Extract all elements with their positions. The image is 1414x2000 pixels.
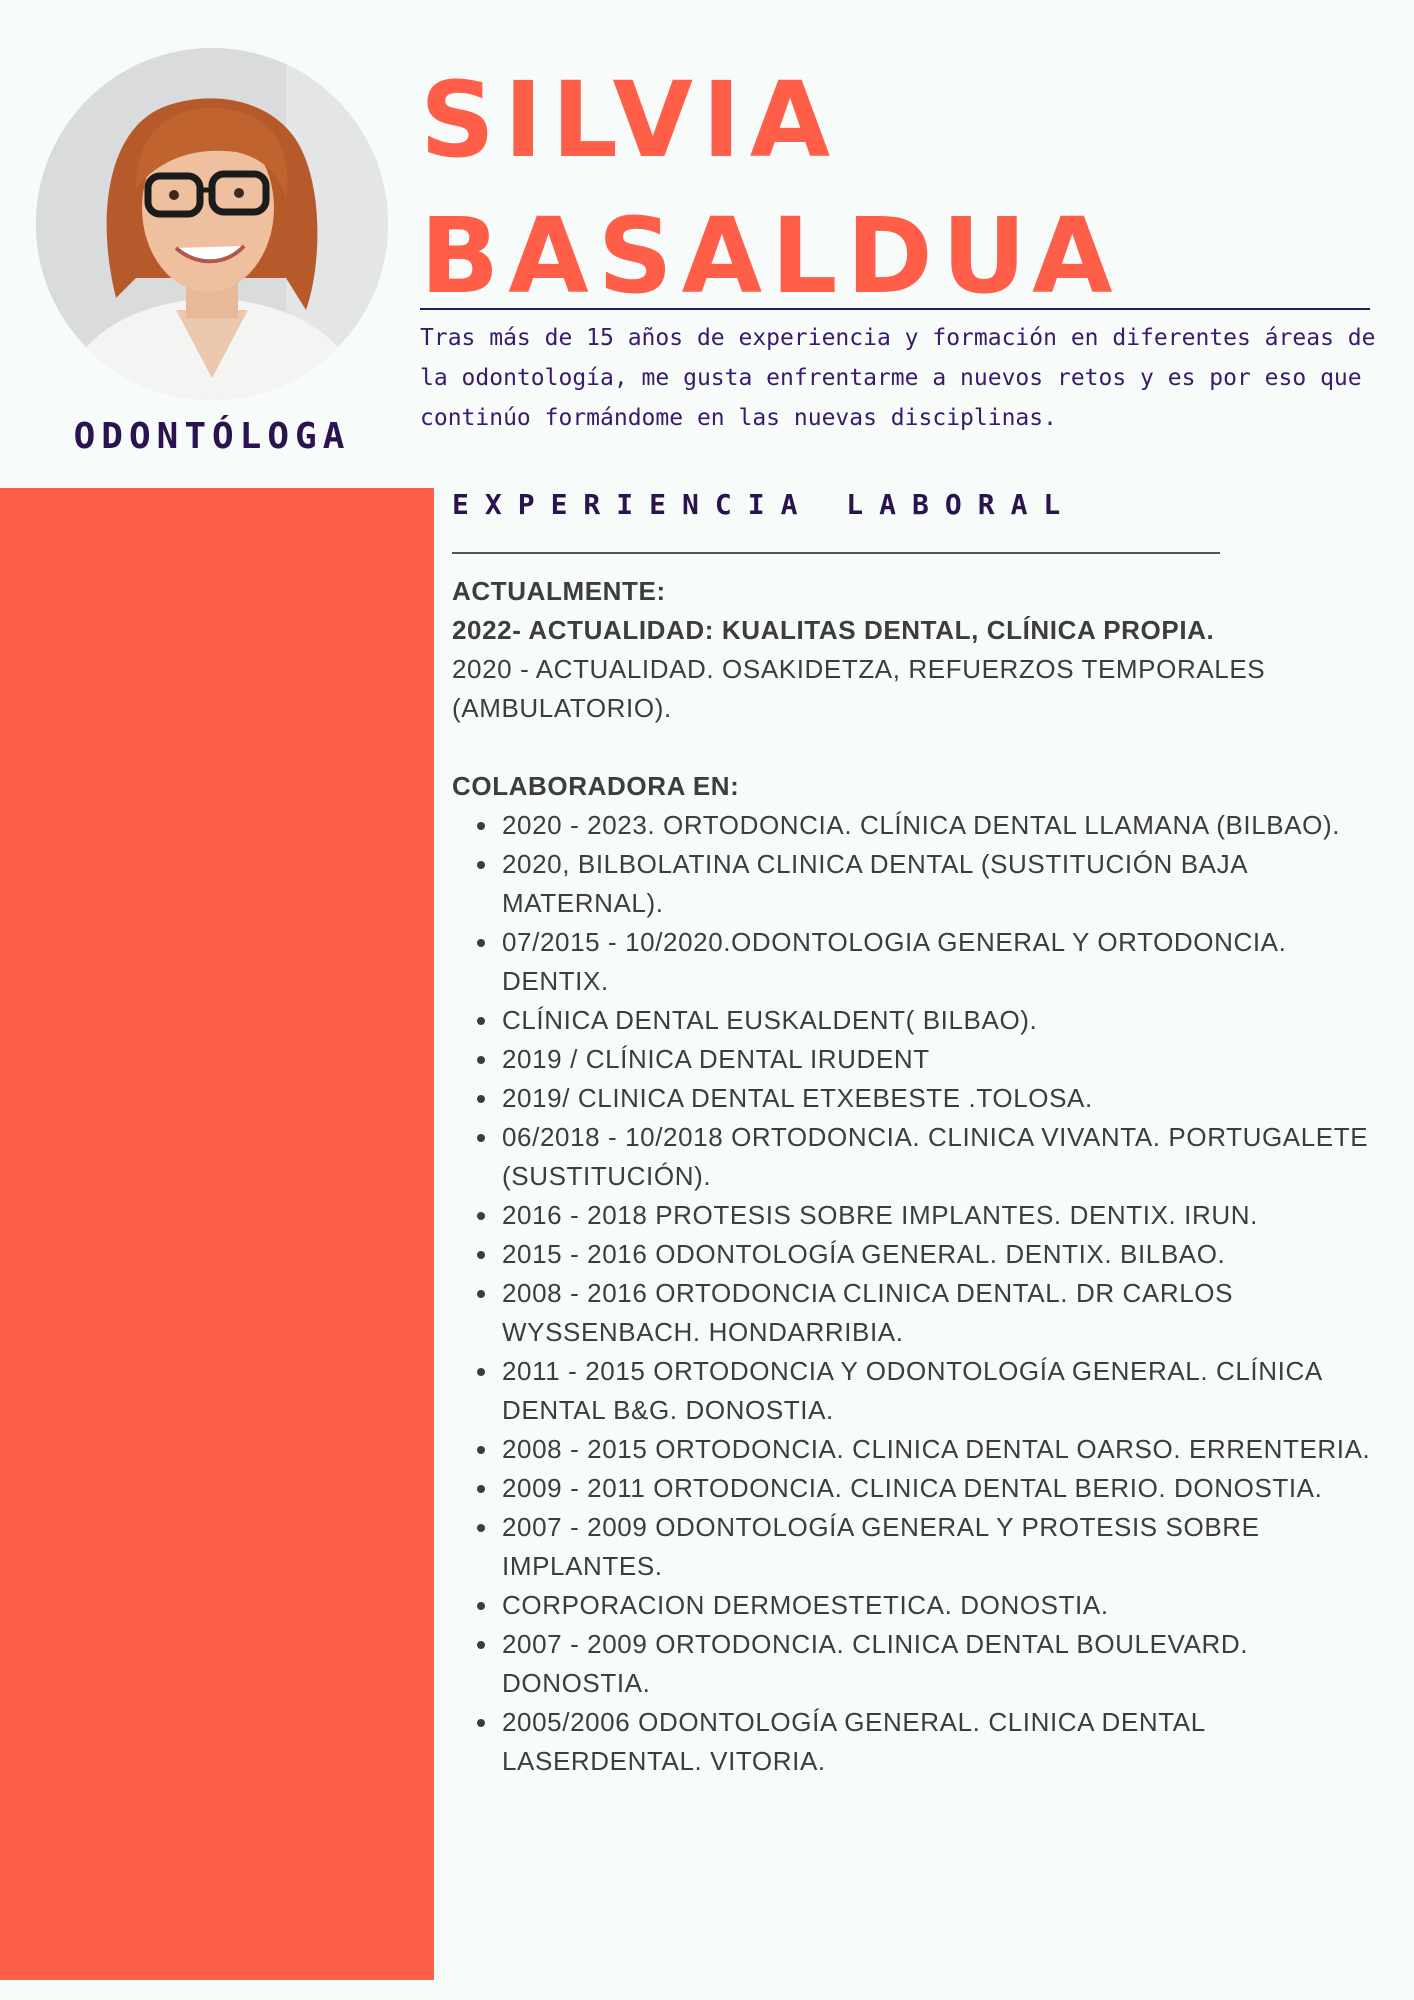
list-item: • 2020, BILBOLATINA CLINICA DENTAL (SUSTITUCIÓN BAJA MATERNAL).	[500, 845, 1372, 923]
list-item: • 2008 - 2016 ORTODONCIA CLINICA DENTAL. DR CARLOS WYSSENBACH. HONDARRIBIA.	[500, 1274, 1372, 1352]
current-main-job: 2022- ACTUALIDAD: KUALITAS DENTAL, CLÍNICA PROPIA.	[452, 615, 1215, 645]
list-item: • CLÍNICA DENTAL EUSKALDENT( BILBAO).	[500, 1001, 1372, 1040]
section-title-experience: EXPERIENCIA LABORAL	[452, 488, 1077, 521]
first-name: SILVIA	[420, 59, 840, 181]
list-item: • 2011 - 2015 ORTODONCIA Y ODONTOLOGÍA GENERAL. CLÍNICA DENTAL B&G. DONOSTIA.	[500, 1352, 1372, 1430]
list-item: • 2007 - 2009 ODONTOLOGÍA GENERAL Y PROTESIS SOBRE IMPLANTES.	[500, 1508, 1372, 1586]
list-item: • 2019 / CLÍNICA DENTAL IRUDENT	[500, 1040, 1372, 1079]
current-heading: ACTUALMENTE:	[452, 576, 666, 606]
list-item: • 2007 - 2009 ORTODONCIA. CLINICA DENTAL BOULEVARD. DONOSTIA.	[500, 1625, 1372, 1703]
list-item: • 2009 - 2011 ORTODONCIA. CLINICA DENTAL BERIO. DONOSTIA.	[500, 1469, 1372, 1508]
last-name: BASALDUA	[420, 195, 1122, 317]
current-secondary-job: 2020 - ACTUALIDAD. OSAKIDETZA, REFUERZOS TEMPORALES (AMBULATORIO).	[452, 654, 1266, 723]
full-name	[420, 52, 1121, 324]
list-item: • 2020 - 2023. ORTODONCIA. CLÍNICA DENTAL LLAMANA (BILBAO).	[500, 806, 1372, 845]
list-item: • 2005/2006 ODONTOLOGÍA GENERAL. CLINICA DENTAL LASERDENTAL. VITORIA.	[500, 1703, 1372, 1781]
list-item: • 2019/ CLINICA DENTAL ETXEBESTE .TOLOSA.	[500, 1079, 1372, 1118]
experience-content	[452, 572, 1372, 1781]
collab-heading: COLABORADORA EN:	[452, 771, 740, 801]
job-title: ODONTÓLOGA	[73, 416, 351, 457]
list-item: • 2016 - 2018 PROTESIS SOBRE IMPLANTES. DENTIX. IRUN.	[500, 1196, 1372, 1235]
profile-summary: Tras más de 15 años de experiencia y formación en diferentes áreas de la odontología, me gusta enfrentarme a nuevos retos y es por eso que continúo formándome en las nuevas disciplinas.	[420, 325, 1376, 431]
spacer	[452, 728, 1372, 767]
portrait-image	[36, 48, 388, 400]
accent-sidebar	[0, 488, 434, 1980]
profile-photo	[36, 48, 388, 400]
list-item: • 06/2018 - 10/2018 ORTODONCIA. CLINICA VIVANTA. PORTUGALETE (SUSTITUCIÓN).	[500, 1118, 1372, 1196]
header-divider	[420, 308, 1370, 310]
list-item: • 2008 - 2015 ORTODONCIA. CLINICA DENTAL OARSO. ERRENTERIA.	[500, 1430, 1372, 1469]
list-item: • 2015 - 2016 ODONTOLOGÍA GENERAL. DENTIX. BILBAO.	[500, 1235, 1372, 1274]
section-divider	[452, 552, 1220, 554]
collab-list	[452, 806, 1372, 1781]
list-item: • 07/2015 - 10/2020.ODONTOLOGIA GENERAL Y ORTODONCIA. DENTIX.	[500, 923, 1372, 1001]
list-item: • CORPORACION DERMOESTETICA. DONOSTIA.	[500, 1586, 1372, 1625]
